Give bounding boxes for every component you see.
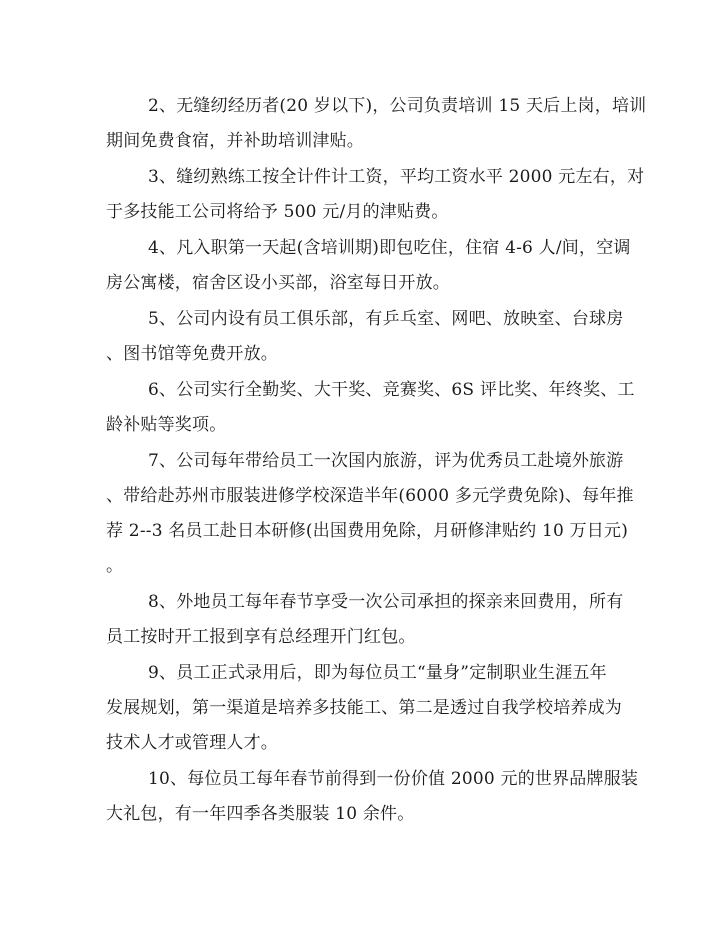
item-10-line-1: 10、每位员工每年春节前得到一份价值 2000 元的世界品牌服装 <box>148 769 639 789</box>
item-4-line-1: 4、凡入职第一天起(含培训期)即包吃住，住宿 4-6 人/间，空调 <box>148 238 631 258</box>
item-7-line-2: 、带给赴苏州市服装进修学校深造半年(6000 多元学费免除)、每年推 <box>106 486 634 506</box>
item-9-line-2: 发展规划，第一渠道是培养多技能工、第二是透过自我学校培养成为 <box>106 698 622 718</box>
item-8-line-2: 员工按时开工报到享有总经理开门红包。 <box>106 627 416 647</box>
item-2-line-1: 2、无缝纫经历者(20 岁以下)，公司负责培训 15 天后上岗，培训 <box>148 96 647 116</box>
item-8-line-1: 8、外地员工每年春节享受一次公司承担的探亲来回费用，所有 <box>148 592 624 612</box>
item-10-line-2: 大礼包，有一年四季各类服装 10 余件。 <box>106 804 415 824</box>
item-3-line-2: 于多技能工公司将给予 500 元/月的津贴费。 <box>106 202 449 222</box>
item-7-line-1: 7、公司每年带给员工一次国内旅游，评为优秀员工赴境外旅游 <box>148 451 624 471</box>
item-4-line-2: 房公寓楼，宿舍区设小买部，浴室每日开放。 <box>106 273 450 293</box>
item-5-line-2: 、图书馆等免费开放。 <box>106 344 278 364</box>
item-9-line-3: 技术人才或管理人才。 <box>106 733 278 753</box>
item-7-line-3: 荐 2--3 名员工赴日本研修(出国费用免除，月研修津贴约 10 万日元) <box>106 521 629 541</box>
item-2-line-2: 期间免费食宿，并补助培训津贴。 <box>106 131 364 151</box>
item-7-line-4: 。 <box>106 556 124 576</box>
item-5-line-1: 5、公司内设有员工俱乐部，有乒乓室、网吧、放映室、台球房 <box>148 309 624 329</box>
item-9-line-1: 9、员工正式录用后，即为每位员工“量身”定制职业生涯五年 <box>148 663 607 683</box>
item-6-line-2: 龄补贴等奖项。 <box>106 415 227 435</box>
item-3-line-1: 3、缝纫熟练工按全计件计工资，平均工资水平 2000 元左右，对 <box>148 167 645 187</box>
item-6-line-1: 6、公司实行全勤奖、大干奖、竞赛奖、6S 评比奖、年终奖、工 <box>148 380 635 400</box>
